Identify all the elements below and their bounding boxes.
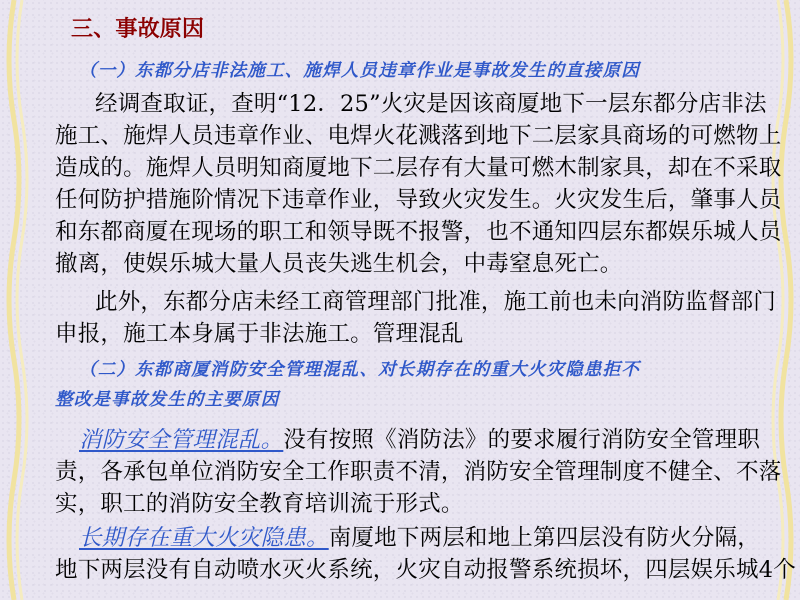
section2-item1-line2: 责，各承包单位消防安全工作职责不清，消防安全管理制度不健全、不落 bbox=[55, 459, 782, 485]
section1-p2-line1: 此外，东都分店未经工商管理部门批准，施工前也未向消防监督部门 bbox=[95, 289, 777, 315]
section2-item2-line1 bbox=[79, 520, 760, 552]
section1-p2-line2: 申报，施工本身属于非法施工。管理混乱 bbox=[55, 321, 464, 347]
section2-title-line1: （二）东都商厦消防安全管理混乱、对长期存在的重大火灾隐患拒不 bbox=[79, 360, 640, 380]
item2-label: 长期存在重大火灾隐患。 bbox=[79, 525, 329, 551]
section1-p1-line2: 施工、施焊人员违章作业、电焊火花溅落到地下二层家具商场的可燃物上 bbox=[55, 123, 782, 149]
left-decorative-border bbox=[0, 0, 36, 600]
section1-title: （一）东都分店非法施工、施焊人员违章作业是事故发生的直接原因 bbox=[79, 61, 640, 81]
item2-text: 南厦地下两层和地上第四层没有防火分隔， bbox=[328, 525, 761, 551]
section2-item1-line1 bbox=[79, 422, 760, 454]
slide-heading: 三、事故原因 bbox=[71, 16, 205, 42]
section2-item2-line2: 地下两层没有自动喷水灭火系统，火灾自动报警系统损坏，四层娱乐城4个 bbox=[55, 557, 796, 583]
section1-p1-line4: 任何防护措施阶情况下违章作业，导致火灾发生。火灾发生后，肇事人员 bbox=[55, 187, 782, 213]
section1-p1-line3: 造成的。施焊人员明知商厦地下二层存有大量可燃木制家具，却在不采取 bbox=[55, 155, 782, 181]
section1-p1-line5: 和东都商厦在现场的职工和领导既不报警，也不通知四层东都娱乐城人员 bbox=[55, 219, 782, 245]
section2-title-line2: 整改是事故发生的主要原因 bbox=[55, 390, 280, 410]
slide-content bbox=[55, 0, 796, 600]
item1-label: 消防安全管理混乱。 bbox=[79, 427, 284, 453]
section1-p1-line1: 经调查取证，查明“12．25”火灾是因该商厦地下一层东都分店非法 bbox=[95, 91, 767, 117]
item1-text: 没有按照《消防法》的要求履行消防安全管理职 bbox=[283, 427, 761, 453]
section2-item1-line3: 实，职工的消防安全教育培训流于形式。 bbox=[55, 491, 464, 517]
section1-p1-line6: 撤离，使娱乐城大量人员丧失逃生机会，中毒窒息死亡。 bbox=[55, 251, 623, 277]
